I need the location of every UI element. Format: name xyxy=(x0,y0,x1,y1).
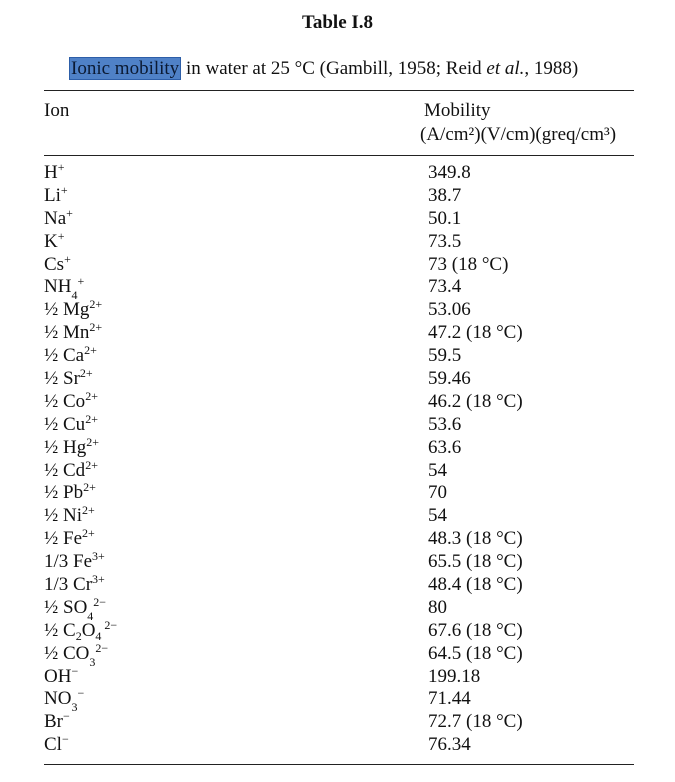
ion-cell: ½ $C_2O_4^{2-}$ xyxy=(44,617,118,643)
ion-cell: ½ $Pb^{2+}$ xyxy=(44,480,96,504)
ion-cell: ½ $Fe^{2+}$ xyxy=(44,526,95,550)
table-row xyxy=(44,299,634,322)
mobility-cell: 71.44 xyxy=(428,688,471,710)
table-row xyxy=(44,594,634,623)
ion-cell: Cl− xyxy=(44,732,69,756)
ion-cell: ½ $Hg^{2+}$ xyxy=(44,434,100,458)
mobility-cell: 65.5 (18 °C) xyxy=(428,551,523,573)
ion-cell: ½ $Ca^{2+}$ xyxy=(44,343,97,367)
ion-cell: Cs+ xyxy=(44,251,71,275)
mobility-cell: 76.34 xyxy=(428,734,471,756)
mobility-cell: 70 xyxy=(428,482,447,504)
table-row xyxy=(44,182,634,208)
bottom-rule xyxy=(44,764,634,765)
table-row xyxy=(44,617,634,643)
ion-cell: ½ $Mn^{2+}$ xyxy=(44,320,103,344)
ion-cell: NO 3 − xyxy=(44,686,85,715)
ion-cell: Na+ xyxy=(44,205,73,229)
table-row xyxy=(44,711,634,734)
ion-cell: ½ CO 3 2− xyxy=(44,640,109,669)
table-row xyxy=(44,322,634,345)
mobility-cell: 46.2 (18 °C) xyxy=(428,390,523,412)
table-label: Table I.8 xyxy=(301,12,374,33)
ion-cell: Br− xyxy=(44,709,70,733)
ion-cell: ½ $Mg^{2+}$ xyxy=(44,297,103,321)
ion-cell: ½ SO 4 2− xyxy=(44,594,107,623)
caption-text: in water at 25 °C (Gambill, 1958; Reid xyxy=(181,58,487,79)
mobility-cell: 53.06 xyxy=(428,299,471,321)
ion-cell: ½ $Cu^{2+}$ xyxy=(44,411,98,435)
mobility-cell: 47.2 (18 °C) xyxy=(428,322,523,344)
ion-cell: K+ xyxy=(44,228,65,252)
mobility-cell: 48.4 (18 °C) xyxy=(428,574,523,596)
mobility-cell: 50.1 xyxy=(428,207,462,229)
table-row xyxy=(44,457,634,483)
table-row xyxy=(44,640,634,669)
mobility-cell: 73 (18 °C) xyxy=(428,253,509,275)
table-row xyxy=(44,482,634,505)
table-body xyxy=(44,162,634,757)
mobility-cell: 80 xyxy=(428,596,447,618)
mobility-cell: 59.46 xyxy=(428,368,471,390)
table-row xyxy=(44,162,634,185)
mobility-cell: 38.7 xyxy=(428,184,462,206)
table-caption xyxy=(69,58,578,80)
table-row xyxy=(44,505,634,528)
ion-cell: NH 4 + xyxy=(44,274,85,303)
caption-italic: et al. xyxy=(486,58,525,79)
caption-text-end: , 1988) xyxy=(524,58,579,79)
table-row xyxy=(44,345,634,368)
mobility-cell: 73.4 xyxy=(428,276,462,298)
mobility-cell: 73.5 xyxy=(428,230,462,252)
ion-cell: OH− xyxy=(44,663,79,687)
mobility-cell: 67.6 (18 °C) xyxy=(428,619,523,641)
header-rule xyxy=(44,155,634,156)
mobility-cell: 53.6 xyxy=(428,413,462,435)
table-row xyxy=(44,663,634,689)
mobility-cell: 199.18 xyxy=(428,665,481,687)
ion-cell: Li+ xyxy=(44,182,68,206)
table-row xyxy=(44,205,634,231)
table-row xyxy=(44,411,634,437)
table-row xyxy=(44,574,634,597)
table-row xyxy=(44,251,634,277)
table-row xyxy=(44,368,634,391)
table-row xyxy=(44,434,634,460)
ion-cell: 1/3 $Fe^{3+}$ xyxy=(44,549,105,573)
table-row xyxy=(44,551,634,574)
mobility-cell: 64.5 (18 °C) xyxy=(428,642,523,664)
mobility-cell: 54 xyxy=(428,505,447,527)
mobility-cell: 54 xyxy=(428,459,447,481)
ion-cell: H+ xyxy=(44,160,65,183)
column-header-mobility: Mobility xyxy=(424,100,491,121)
mobility-cell: 48.3 (18 °C) xyxy=(428,528,523,550)
ion-cell: ½ $Cd^{2+}$ xyxy=(44,457,98,481)
table-row xyxy=(44,228,634,254)
table-row xyxy=(44,528,634,551)
ion-cell: ½ $Sr^{2+}$ xyxy=(44,366,93,390)
mobility-cell: 349.8 xyxy=(428,162,471,183)
ion-cell: ½ $Co^{2+}$ xyxy=(44,388,98,412)
column-header-ion: Ion xyxy=(44,100,70,121)
mobility-cell: 63.6 xyxy=(428,436,462,458)
column-header-mobility-units: (A/cm²)(V/cm)(greq/cm³) xyxy=(420,124,617,145)
mobility-cell: 72.7 (18 °C) xyxy=(428,711,523,733)
table-row xyxy=(44,388,634,414)
top-rule xyxy=(44,90,634,91)
table-row xyxy=(44,734,634,757)
ion-cell: ½ $Ni^{2+}$ xyxy=(44,503,95,527)
selected-text-highlight[interactable]: Ionic mobility xyxy=(71,58,180,79)
table-row xyxy=(44,274,634,303)
table-row xyxy=(44,686,634,715)
mobility-cell: 59.5 xyxy=(428,345,462,367)
ion-cell: 1/3 $Cr^{3+}$ xyxy=(44,572,105,596)
